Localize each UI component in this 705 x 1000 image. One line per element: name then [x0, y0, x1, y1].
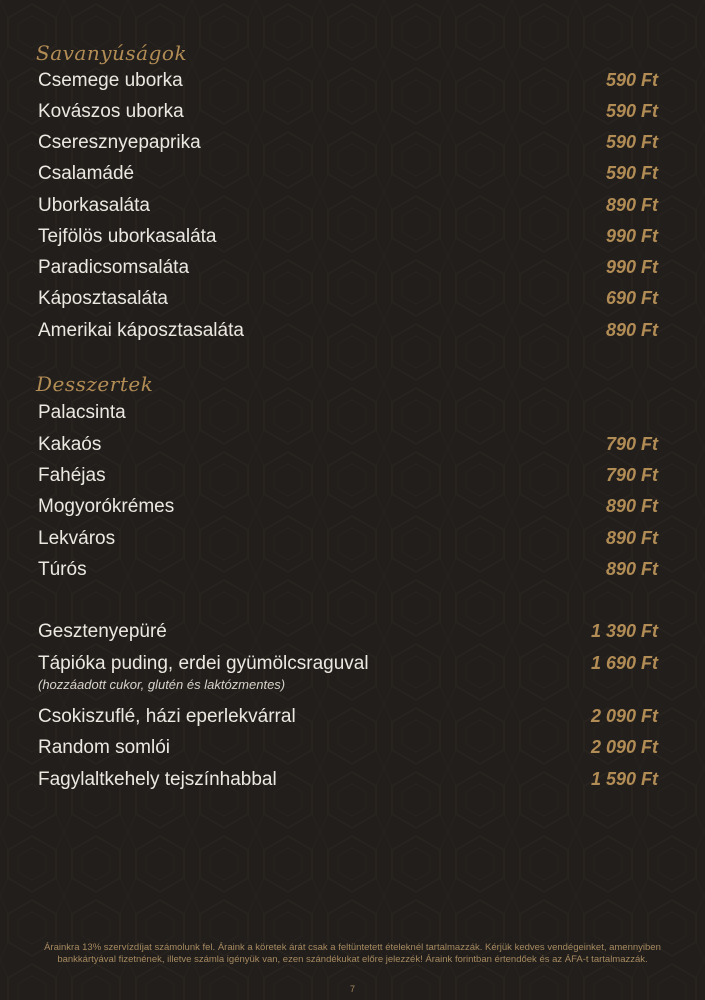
menu-item	[38, 621, 658, 649]
footer-note-line: Árainkra 13% szervízdíjat számolunk fel. Áraink a köretek árát csak a feltüntetett ételeknél tartalmazzák. Kérjük kedves vendégeinket, amennyiben	[44, 942, 661, 953]
item-name: Palacsinta	[38, 402, 126, 423]
item-name: Tejfölös uborkasaláta	[38, 226, 217, 247]
menu-item	[38, 226, 658, 254]
menu-item	[38, 70, 658, 98]
menu-item	[38, 706, 658, 734]
menu-item	[38, 559, 658, 587]
item-price: 590 Ft	[605, 163, 658, 183]
menu-item	[38, 653, 658, 699]
page-number: 7	[349, 984, 355, 994]
item-name: Cseresznyepaprika	[38, 132, 201, 153]
menu-item	[38, 101, 658, 129]
menu-item	[38, 195, 658, 223]
menu-item	[38, 737, 658, 765]
item-name: Kakaós	[38, 434, 102, 455]
item-price: 790 Ft	[605, 434, 658, 454]
menu-item	[38, 288, 658, 316]
item-name: Fahéjas	[38, 465, 106, 486]
item-price: 790 Ft	[605, 465, 658, 485]
menu-item	[38, 257, 658, 285]
item-name: Káposztasaláta	[38, 288, 168, 309]
item-name: Random somlói	[38, 737, 170, 758]
item-name: Kovászos uborka	[38, 101, 184, 122]
item-price: 990 Ft	[605, 226, 658, 246]
item-price: 1 690 Ft	[590, 653, 658, 673]
item-price: 990 Ft	[605, 257, 658, 277]
footer-note-line: bankkártyával fizetnének, illetve számla igényük van, ezen szándékukat előre jelezzék! Áraink forintban értendőek és az ÁFA-t tartalmazzák.	[57, 954, 648, 965]
item-price: 2 090 Ft	[590, 737, 658, 757]
item-price: 890 Ft	[605, 496, 658, 516]
menu-item	[38, 465, 658, 493]
item-price: 590 Ft	[605, 132, 658, 152]
item-name: Gesztenyepüré	[38, 621, 167, 642]
item-price: 890 Ft	[605, 559, 658, 579]
item-name: Csemege uborka	[38, 70, 183, 91]
item-price: 890 Ft	[605, 195, 658, 215]
menu-item	[38, 320, 658, 348]
item-price: 690 Ft	[605, 288, 658, 308]
menu-item	[38, 163, 658, 191]
item-price: 890 Ft	[605, 320, 658, 340]
menu-item	[38, 496, 658, 524]
item-name: Paradicsomsaláta	[38, 257, 190, 278]
section-title-desszertek: Desszertek	[36, 372, 154, 396]
menu-item	[38, 528, 658, 556]
item-price: 890 Ft	[605, 528, 658, 548]
item-name: Uborkasaláta	[38, 195, 150, 216]
item-name: Tápióka puding, erdei gyümölcsraguval	[38, 653, 369, 674]
item-name: Túrós	[38, 559, 87, 580]
section-title-savanyusagok: Savanyúságok	[36, 41, 188, 65]
item-price: 590 Ft	[605, 101, 658, 121]
menu-item	[38, 434, 658, 462]
menu-item	[38, 132, 658, 160]
footer-note	[20, 942, 685, 966]
item-name: Csalamádé	[38, 163, 135, 184]
menu-item	[38, 402, 658, 430]
item-note: (hozzáadott cukor, glutén és laktózmentes)	[38, 677, 286, 692]
item-name: Fagylaltkehely tejszínhabbal	[38, 769, 277, 790]
menu-item	[38, 769, 658, 797]
item-price: 1 390 Ft	[590, 621, 658, 641]
item-name: Csokiszuflé, házi eperlekvárral	[38, 706, 296, 727]
item-name: Amerikai káposztasaláta	[38, 320, 244, 341]
item-price: 590 Ft	[605, 70, 658, 90]
item-name: Mogyorókrémes	[38, 496, 175, 517]
item-name: Lekváros	[38, 528, 116, 549]
item-price: 2 090 Ft	[590, 706, 658, 726]
item-price: 1 590 Ft	[590, 769, 658, 789]
